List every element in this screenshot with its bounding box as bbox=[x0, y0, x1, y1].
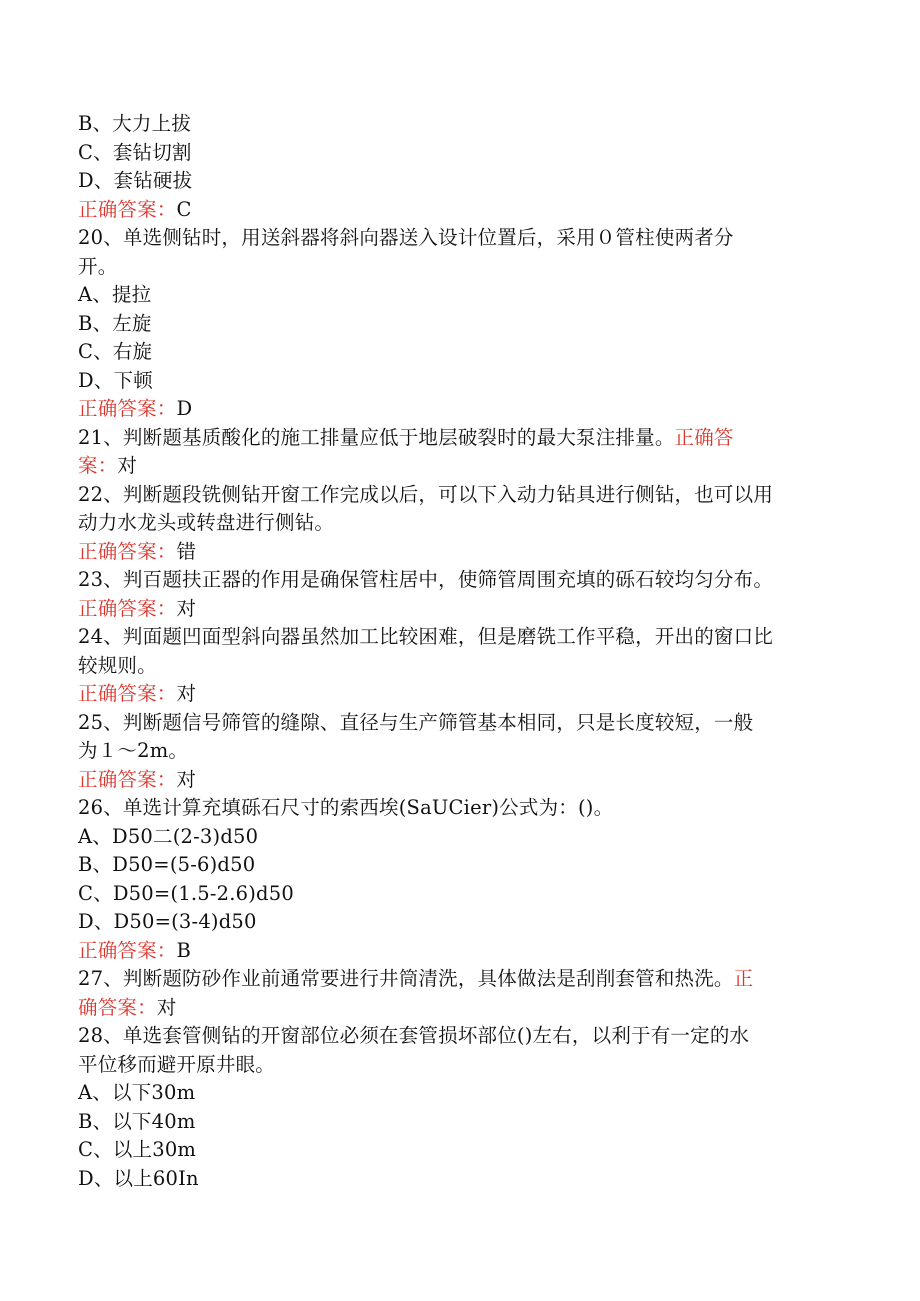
line-text: 动力水龙头或转盘进行侧钻。 bbox=[78, 511, 335, 534]
answer-label: 正确答案： bbox=[78, 682, 177, 705]
line-text: D、以上60In bbox=[78, 1166, 199, 1190]
line-text: A、提拉 bbox=[78, 283, 152, 306]
answer-label: 正 bbox=[733, 967, 754, 990]
answer-label: 正确答案： bbox=[78, 197, 177, 221]
text-line bbox=[78, 794, 838, 823]
text-line bbox=[78, 395, 838, 424]
line-text: B bbox=[176, 938, 192, 962]
text-line bbox=[78, 1108, 838, 1137]
text-line bbox=[78, 994, 838, 1023]
line-text: 20、单选侧钻时，用送斜器将斜向器送入设计位置后，采用０管柱使两者分 bbox=[78, 226, 734, 249]
text-line bbox=[78, 1136, 838, 1165]
line-text: 26、单选计算充填砾石尺寸的索西埃(SaUCier)公式为：()。 bbox=[78, 796, 614, 819]
document-body bbox=[78, 110, 838, 1193]
line-text: C、D50=(1.5-2.6)d50 bbox=[78, 881, 294, 905]
text-line bbox=[78, 538, 838, 567]
text-line bbox=[78, 253, 838, 282]
text-line bbox=[78, 196, 838, 225]
text-line bbox=[78, 709, 838, 738]
text-line bbox=[78, 908, 838, 937]
line-text: C、以上30m bbox=[78, 1138, 197, 1161]
answer-label: 正确答案： bbox=[78, 397, 177, 420]
line-text: C、右旋 bbox=[78, 340, 153, 363]
text-line bbox=[78, 623, 838, 652]
line-text: B、D50=(5-6)d50 bbox=[78, 853, 256, 876]
text-line bbox=[78, 737, 838, 766]
text-line bbox=[78, 1051, 838, 1080]
text-line bbox=[78, 367, 838, 396]
line-text: B、左旋 bbox=[78, 311, 152, 335]
text-line bbox=[78, 937, 838, 966]
line-text: A、以下30m bbox=[78, 1081, 196, 1104]
text-line bbox=[78, 167, 838, 196]
text-line bbox=[78, 965, 838, 994]
line-text: 对 bbox=[117, 454, 138, 477]
line-text: D bbox=[176, 397, 193, 420]
text-line bbox=[78, 310, 838, 339]
text-line bbox=[78, 224, 838, 253]
text-line bbox=[78, 281, 838, 310]
text-line bbox=[78, 823, 838, 852]
answer-label: 正确答案： bbox=[78, 596, 177, 620]
line-text: 21、判断题基质酸化的施工排量应低于地层破裂时的最大泵注排量。 bbox=[78, 425, 675, 449]
line-text: A、D50二(2-3)d50 bbox=[78, 824, 259, 848]
text-line bbox=[78, 338, 838, 367]
answer-label: 正确答案： bbox=[78, 938, 177, 962]
text-line bbox=[78, 880, 838, 909]
text-line bbox=[78, 509, 838, 538]
answer-label: 正确答案： bbox=[78, 539, 177, 563]
text-line bbox=[78, 110, 838, 139]
answer-label: 确答案： bbox=[78, 995, 157, 1019]
text-line bbox=[78, 595, 838, 624]
answer-label: 正确答 bbox=[674, 425, 734, 449]
line-text: 23、判百题扶正器的作用是确保管柱居中，使筛管周围充填的砾石较均匀分布。 bbox=[78, 568, 774, 591]
line-text: 错 bbox=[176, 539, 197, 563]
line-text: 25、判断题信号筛管的缝隙、直径与生产筛管基本相同，只是长度较短，一般 bbox=[78, 710, 754, 734]
line-text: 对 bbox=[176, 596, 197, 620]
line-text: 对 bbox=[176, 767, 197, 791]
line-text: 开。 bbox=[78, 254, 118, 278]
text-line bbox=[78, 481, 838, 510]
line-text: 较规则。 bbox=[78, 653, 157, 677]
text-line bbox=[78, 1079, 838, 1108]
text-line bbox=[78, 680, 838, 709]
text-line bbox=[78, 452, 838, 481]
text-line bbox=[78, 139, 838, 168]
line-text: D、套钻硬拔 bbox=[78, 169, 193, 192]
line-text: 27、判断题防砂作业前通常要进行井筒清洗，具体做法是刮削套管和热洗。 bbox=[78, 967, 734, 990]
line-text: D、D50=(3-4)d50 bbox=[78, 910, 257, 933]
answer-label: 案： bbox=[78, 454, 118, 477]
line-text: C、套钻切割 bbox=[78, 140, 192, 164]
line-text: 对 bbox=[176, 682, 197, 705]
text-line bbox=[78, 1022, 838, 1051]
text-line bbox=[78, 424, 838, 453]
line-text: 28、单选套管侧钻的开窗部位必须在套管损坏部位()左右，以利于有一定的水 bbox=[78, 1024, 750, 1047]
line-text: 为１～2m。 bbox=[78, 739, 189, 762]
text-line bbox=[78, 652, 838, 681]
text-line bbox=[78, 566, 838, 595]
line-text: C bbox=[176, 197, 192, 221]
line-text: 24、判面题凹面型斜向器虽然加工比较困难，但是磨铣工作平稳，开出的窗口比 bbox=[78, 625, 774, 648]
answer-label: 正确答案： bbox=[78, 767, 177, 791]
line-text: B、以下40m bbox=[78, 1109, 196, 1133]
text-line bbox=[78, 1165, 838, 1194]
text-line bbox=[78, 851, 838, 880]
line-text: D、下顿 bbox=[78, 368, 153, 392]
line-text: B、大力上拔 bbox=[78, 112, 192, 135]
line-text: 22、判断题段铣侧钻开窗工作完成以后，可以下入动力钻具进行侧钻，也可以用 bbox=[78, 482, 774, 506]
line-text: 平位移而避开原井眼。 bbox=[78, 1052, 276, 1076]
text-line bbox=[78, 766, 838, 795]
line-text: 对 bbox=[156, 995, 177, 1019]
